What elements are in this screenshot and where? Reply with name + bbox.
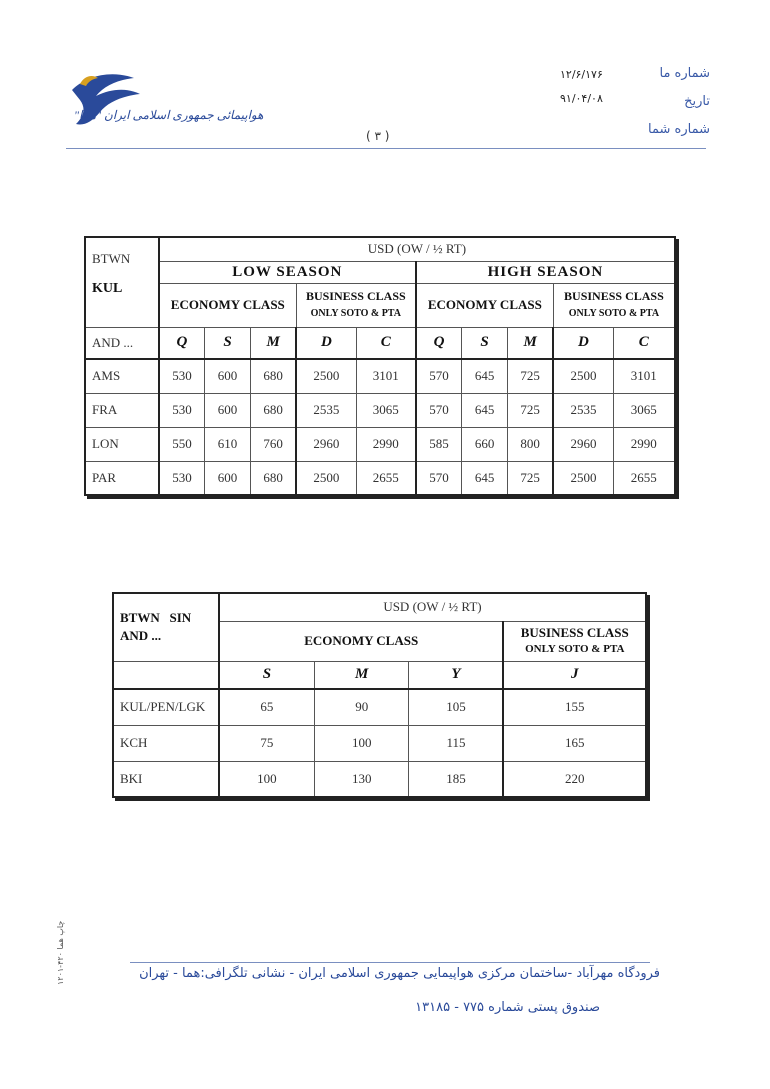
fare-cell: 570 xyxy=(416,393,462,427)
class-code: S xyxy=(205,327,251,359)
table-row xyxy=(113,761,646,797)
fare-cell: 680 xyxy=(250,393,296,427)
low-business-sub: ONLY SOTO & PTA xyxy=(310,308,401,319)
class-code: Q xyxy=(416,327,462,359)
fare-cell: 65 xyxy=(219,689,315,725)
fare-cell: 105 xyxy=(409,689,504,725)
date-value: ۹۱/۰۴/۰۸ xyxy=(560,92,603,105)
fare-cell: 2535 xyxy=(553,393,613,427)
header-divider xyxy=(66,148,706,149)
fare-cell: 600 xyxy=(205,393,251,427)
fare-cell: 3101 xyxy=(356,359,416,393)
fare-cell: 600 xyxy=(205,461,251,495)
high-season-header: HIGH SEASON xyxy=(416,261,675,283)
route-btwn: BTWN xyxy=(92,251,131,266)
fare-cell: 220 xyxy=(503,761,646,797)
empty-cell xyxy=(113,661,219,689)
fare-cell: 570 xyxy=(416,461,462,495)
class-code: Y xyxy=(409,661,504,689)
fare-cell: 760 xyxy=(250,427,296,461)
table-row xyxy=(113,689,646,725)
business-header xyxy=(503,621,646,661)
business-label: BUSINESS CLASS xyxy=(520,625,629,640)
fare-cell: 100 xyxy=(219,761,315,797)
class-code: D xyxy=(553,327,613,359)
class-code: C xyxy=(356,327,416,359)
fare-cell: 2535 xyxy=(296,393,356,427)
sin-fares-table xyxy=(112,592,647,798)
route-and: AND ... xyxy=(85,327,159,359)
route-header-cell xyxy=(85,237,159,327)
our-number-label: شماره ما xyxy=(659,66,710,81)
class-code: S xyxy=(462,327,508,359)
fare-cell: 2655 xyxy=(613,461,675,495)
class-code: J xyxy=(503,661,646,689)
class-code: Q xyxy=(159,327,205,359)
fare-cell: 3065 xyxy=(613,393,675,427)
footer-po-box: صندوق پستی شماره ۷۷۵ - ۱۳۱۸۵ xyxy=(415,1000,600,1015)
class-code: S xyxy=(219,661,315,689)
route-btwn-sin: BTWN SIN xyxy=(120,610,192,626)
fare-cell: 2655 xyxy=(356,461,416,495)
fare-cell: 2500 xyxy=(553,359,613,393)
currency-header: USD (OW / ½ RT) xyxy=(219,593,646,621)
fare-cell: 2500 xyxy=(553,461,613,495)
fare-cell: 2500 xyxy=(296,461,356,495)
high-economy-header: ECONOMY CLASS xyxy=(416,283,553,327)
destination: FRA xyxy=(85,393,159,427)
fare-cell: 130 xyxy=(314,761,409,797)
kul-fares-table xyxy=(84,236,676,496)
fare-cell: 530 xyxy=(159,393,205,427)
fare-cell: 645 xyxy=(462,461,508,495)
fare-cell: 660 xyxy=(462,427,508,461)
fare-cell: 725 xyxy=(508,393,554,427)
low-season-header: LOW SEASON xyxy=(159,261,416,283)
currency-header: USD (OW / ½ RT) xyxy=(159,237,675,261)
route-header-cell xyxy=(113,593,219,661)
fare-cell: 3101 xyxy=(613,359,675,393)
print-code: ۱۲۰۱-۴۲۰ چاپ هما xyxy=(56,920,65,985)
fare-cell: 165 xyxy=(503,725,646,761)
date-label: تاریخ xyxy=(684,94,710,109)
low-business-header xyxy=(296,283,416,327)
destination: KCH xyxy=(113,725,219,761)
fare-cell: 600 xyxy=(205,359,251,393)
table-row xyxy=(85,359,675,393)
business-sub: ONLY SOTO & PTA xyxy=(525,643,625,655)
table-row xyxy=(85,393,675,427)
fare-cell: 680 xyxy=(250,359,296,393)
homa-logo xyxy=(62,70,242,140)
fare-cell: 585 xyxy=(416,427,462,461)
fare-cell: 3065 xyxy=(356,393,416,427)
fare-cell: 550 xyxy=(159,427,205,461)
table-row xyxy=(85,427,675,461)
destination: LON xyxy=(85,427,159,461)
fare-cell: 2990 xyxy=(613,427,675,461)
fare-cell: 2960 xyxy=(296,427,356,461)
fare-cell: 2500 xyxy=(296,359,356,393)
economy-header: ECONOMY CLASS xyxy=(219,621,504,661)
class-code: D xyxy=(296,327,356,359)
logo-text: هواپیمائی جمهوری اسلامی ایران "هما" xyxy=(74,108,264,122)
fare-cell: 90 xyxy=(314,689,409,725)
class-code: C xyxy=(613,327,675,359)
high-business-header xyxy=(553,283,675,327)
footer-divider xyxy=(130,962,650,963)
your-number-label: شماره شما xyxy=(648,122,710,137)
page-number: ( ۳ ) xyxy=(366,129,390,143)
fare-cell: 725 xyxy=(508,359,554,393)
fare-cell: 645 xyxy=(462,393,508,427)
fare-cell: 800 xyxy=(508,427,554,461)
fare-cell: 610 xyxy=(205,427,251,461)
low-economy-header: ECONOMY CLASS xyxy=(159,283,296,327)
table-row xyxy=(113,725,646,761)
destination: KUL/PEN/LGK xyxy=(113,689,219,725)
high-business-label: BUSINESS CLASS xyxy=(564,289,664,303)
fare-cell: 725 xyxy=(508,461,554,495)
route-origin: KUL xyxy=(92,281,123,296)
fare-cell: 530 xyxy=(159,359,205,393)
high-business-sub: ONLY SOTO & PTA xyxy=(568,308,660,319)
fare-cell: 2960 xyxy=(553,427,613,461)
low-business-label: BUSINESS CLASS xyxy=(305,289,406,303)
fare-cell: 530 xyxy=(159,461,205,495)
class-code: M xyxy=(508,327,554,359)
fare-cell: 185 xyxy=(409,761,504,797)
class-code: M xyxy=(250,327,296,359)
destination: BKI xyxy=(113,761,219,797)
fare-cell: 115 xyxy=(409,725,504,761)
fare-cell: 75 xyxy=(219,725,315,761)
fare-cell: 100 xyxy=(314,725,409,761)
fare-cell: 2990 xyxy=(356,427,416,461)
fare-cell: 645 xyxy=(462,359,508,393)
our-number-value: ۱۲/۶/۱۷۶ xyxy=(560,68,603,81)
class-code: M xyxy=(314,661,409,689)
fare-cell: 680 xyxy=(250,461,296,495)
footer-address: فرودگاه مهرآباد -ساختمان مرکزی هواپیمایی جمهوری اسلامی ایران - نشانی تلگرافی:هما - تهران xyxy=(139,966,660,981)
table-row xyxy=(85,461,675,495)
destination: PAR xyxy=(85,461,159,495)
destination: AMS xyxy=(85,359,159,393)
fare-cell: 155 xyxy=(503,689,646,725)
route-and: AND ... xyxy=(120,628,162,644)
fare-cell: 570 xyxy=(416,359,462,393)
